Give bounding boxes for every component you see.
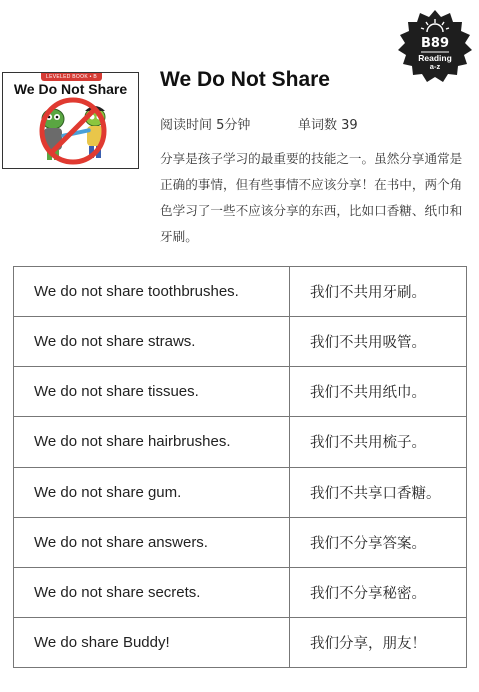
sentence-english: We do not share gum. bbox=[14, 467, 290, 517]
sentence-english: We do not share tissues. bbox=[14, 367, 290, 417]
level-badge bbox=[396, 8, 474, 86]
sentence-english: We do not share secrets. bbox=[14, 567, 290, 617]
table-row bbox=[14, 617, 467, 667]
cover-illustration bbox=[3, 97, 139, 169]
sentence-english: We do not share answers. bbox=[14, 517, 290, 567]
sentence-chinese: 我们不共享口香糖。 bbox=[290, 467, 467, 517]
table-row bbox=[14, 317, 467, 367]
reading-time: 阅读时间 5分钟 bbox=[160, 118, 251, 133]
sentence-english: We do share Buddy! bbox=[14, 617, 290, 667]
table-row bbox=[14, 367, 467, 417]
table-row bbox=[14, 417, 467, 467]
sentence-chinese: 我们不分享答案。 bbox=[290, 517, 467, 567]
sentence-chinese: 我们分享，朋友！ bbox=[290, 617, 467, 667]
sentence-english: We do not share straws. bbox=[14, 317, 290, 367]
sentence-chinese: 我们不共用梳子。 bbox=[290, 417, 467, 467]
book-title: We Do Not Share bbox=[160, 68, 330, 91]
sentence-chinese: 我们不分享秘密。 bbox=[290, 567, 467, 617]
table-row bbox=[14, 467, 467, 517]
table-row bbox=[14, 517, 467, 567]
sentence-english: We do not share hairbrushes. bbox=[14, 417, 290, 467]
sentence-english: We do not share toothbrushes. bbox=[14, 267, 290, 317]
table-row bbox=[14, 567, 467, 617]
table-row bbox=[14, 267, 467, 317]
sentence-chinese: 我们不共用吸管。 bbox=[290, 317, 467, 367]
sentence-chinese: 我们不共用牙刷。 bbox=[290, 267, 467, 317]
badge-brand: Reading bbox=[418, 53, 452, 63]
sentence-chinese: 我们不共用纸巾。 bbox=[290, 367, 467, 417]
book-description: 分享是孩子学习的最重要的技能之一。虽然分享通常是正确的事情，但有些事情不应该分享！在书中，两个角色学习了一些不应该分享的东西，比如口香糖、纸巾和牙刷。 bbox=[160, 151, 463, 244]
book-cover bbox=[2, 72, 139, 169]
cover-title: We Do Not Share bbox=[13, 81, 128, 97]
word-count: 单词数 39 bbox=[298, 118, 358, 133]
badge-level-text: B89 bbox=[421, 36, 449, 51]
badge-brand-sub: a-z bbox=[429, 62, 441, 71]
cover-level-strip: LEVELED BOOK • B bbox=[41, 73, 102, 81]
sentence-table bbox=[13, 266, 467, 668]
